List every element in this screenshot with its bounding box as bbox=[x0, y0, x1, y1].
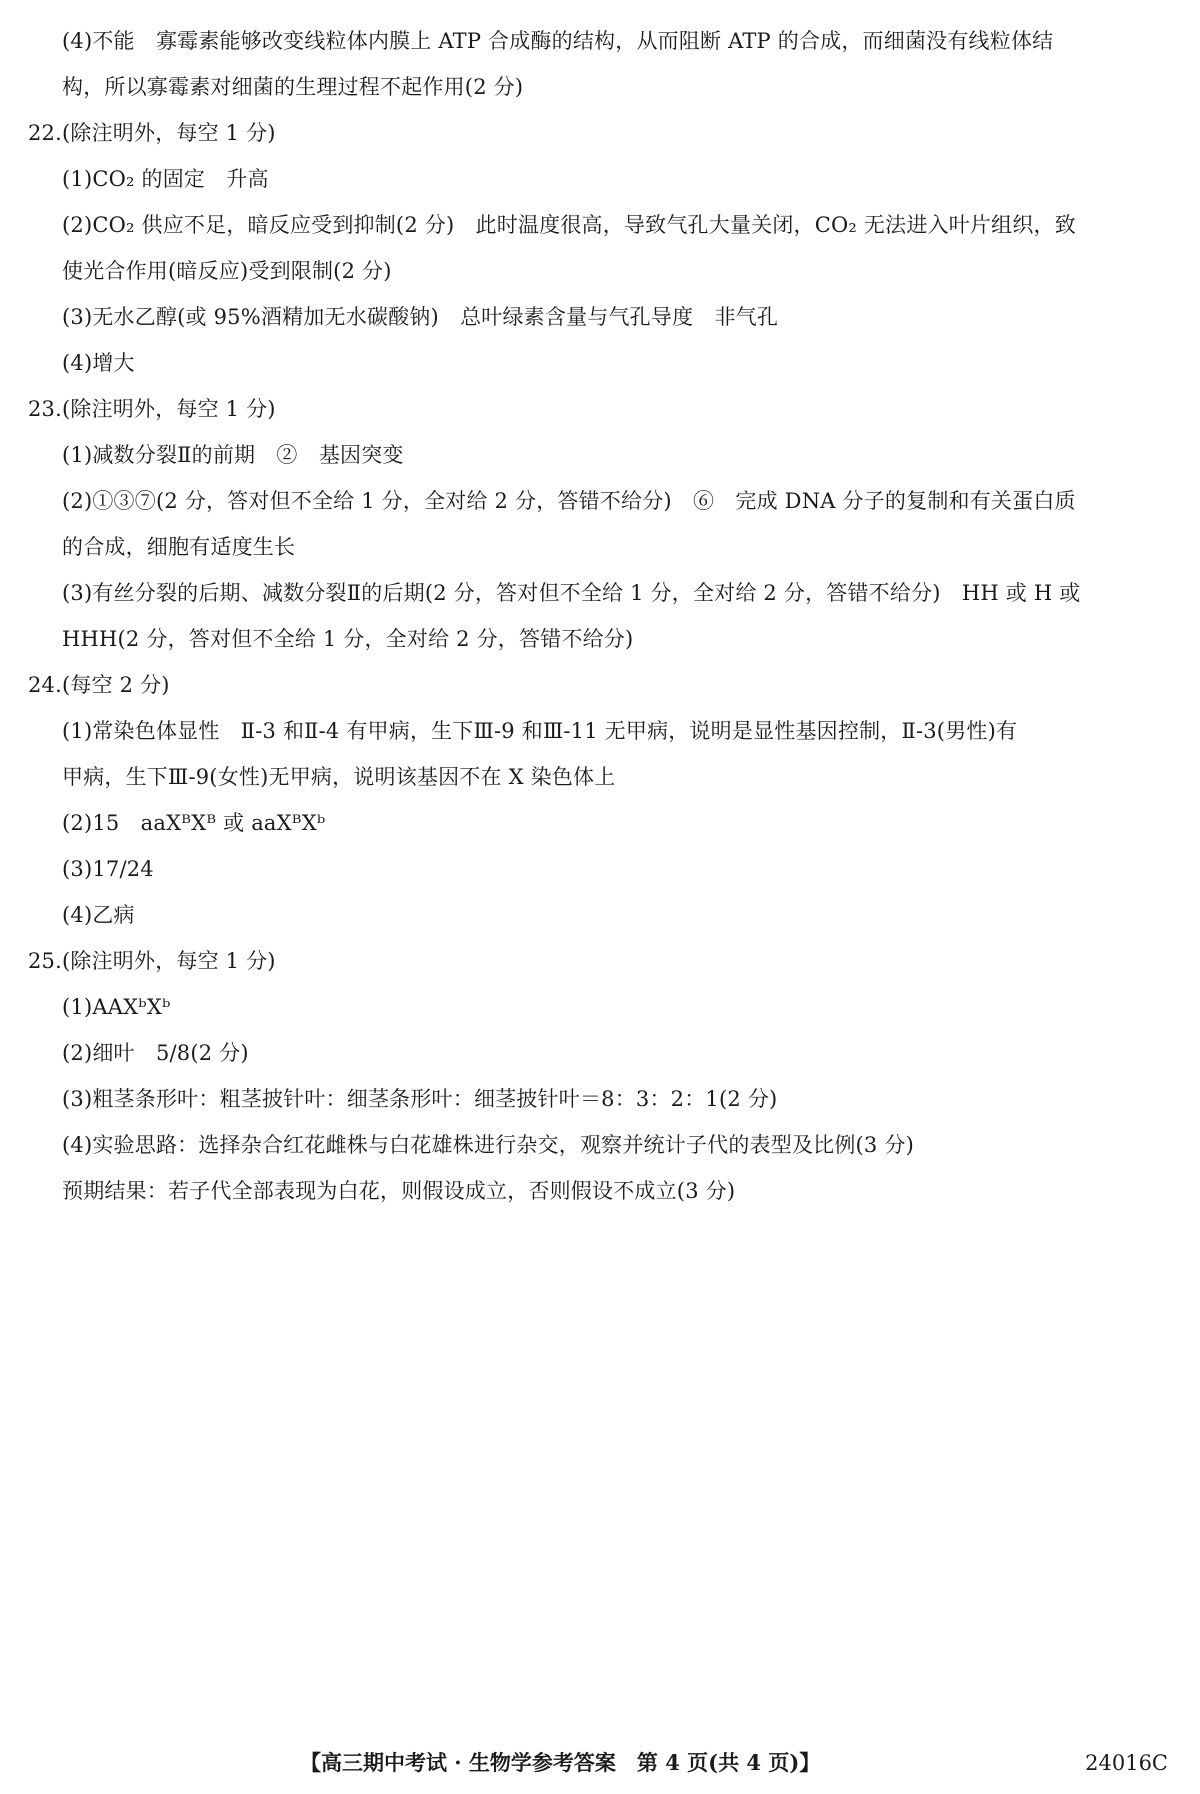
question-25-heading: 25.(除注明外，每空 1 分) bbox=[28, 949, 276, 973]
answer-line-q23-2b: 的合成，细胞有适度生长 bbox=[62, 535, 296, 559]
answer-line-q23-2a: (2)①③⑦(2 分，答对但不全给 1 分，全对给 2 分，答错不给分) ⑥ 完成 DNA 分子的复制和有关蛋白质 bbox=[62, 489, 1076, 513]
answer-content bbox=[28, 18, 1178, 1214]
answer-line-q25-3: (3)粗茎条形叶：粗茎披针叶：细茎条形叶：细茎披针叶＝8：3：2：1(2 分) bbox=[62, 1087, 778, 1111]
answer-line-q23-3b: HHH(2 分，答对但不全给 1 分，全对给 2 分，答错不给分) bbox=[62, 627, 634, 651]
answer-line-q24-2: (2)15 aaXᴮXᴮ 或 aaXᴮXᵇ bbox=[62, 811, 326, 835]
question-24-heading: 24.(每空 2 分) bbox=[28, 673, 170, 697]
answer-line-q24-3: (3)17/24 bbox=[62, 857, 154, 881]
answer-line-q25-2: (2)细叶 5/8(2 分) bbox=[62, 1041, 249, 1065]
question-23-heading: 23.(除注明外，每空 1 分) bbox=[28, 397, 276, 421]
answer-line-q23-3a: (3)有丝分裂的后期、减数分裂Ⅱ的后期(2 分，答对但不全给 1 分，全对给 2 分，答错不给分) HH 或 H 或 bbox=[62, 581, 1081, 605]
answer-line-q22-3: (3)无水乙醇(或 95%酒精加无水碳酸钠) 总叶绿素含量与气孔导度 非气孔 bbox=[62, 305, 779, 329]
question-22-heading: 22.(除注明外，每空 1 分) bbox=[28, 121, 276, 145]
answer-line-q21-4a: (4)不能 寡霉素能够改变线粒体内膜上 ATP 合成酶的结构，从而阻断 ATP 的合成，而细菌没有线粒体结 bbox=[62, 29, 1054, 53]
answer-line-q25-4a: (4)实验思路：选择杂合红花雌株与白花雄株进行杂交，观察并统计子代的表型及比例(3 分) bbox=[62, 1133, 914, 1157]
answer-line-q22-1: (1)CO₂ 的固定 升高 bbox=[62, 167, 269, 191]
answer-line-q22-4: (4)增大 bbox=[62, 351, 135, 375]
page-footer-title: 【高三期中考试 · 生物学参考答案 第 4 页(共 4 页)】 bbox=[300, 1750, 821, 1775]
answer-line-q22-2b: 使光合作用(暗反应)受到限制(2 分) bbox=[62, 259, 392, 283]
answer-line-q24-4: (4)乙病 bbox=[62, 903, 135, 927]
answer-line-q21-4b: 构，所以寡霉素对细菌的生理过程不起作用(2 分) bbox=[62, 75, 524, 99]
answer-line-q24-1a: (1)常染色体显性 Ⅱ-3 和Ⅱ-4 有甲病，生下Ⅲ-9 和Ⅲ-11 无甲病，说明是显性基因控制，Ⅱ-3(男性)有 bbox=[62, 719, 1018, 743]
answer-line-q25-4b: 预期结果：若子代全部表现为白花，则假设成立，否则假设不成立(3 分) bbox=[62, 1179, 736, 1203]
answer-line-q23-1: (1)减数分裂Ⅱ的前期 ② 基因突变 bbox=[62, 443, 404, 467]
answer-line-q24-1b: 甲病，生下Ⅲ-9(女性)无甲病，说明该基因不在 X 染色体上 bbox=[62, 765, 616, 789]
document-code: 24016C bbox=[1085, 1751, 1168, 1775]
answer-line-q22-2a: (2)CO₂ 供应不足，暗反应受到抑制(2 分) 此时温度很高，导致气孔大量关闭，CO₂ 无法进入叶片组织，致 bbox=[62, 213, 1076, 237]
answer-line-q25-1: (1)AAXᵇXᵇ bbox=[62, 995, 171, 1019]
